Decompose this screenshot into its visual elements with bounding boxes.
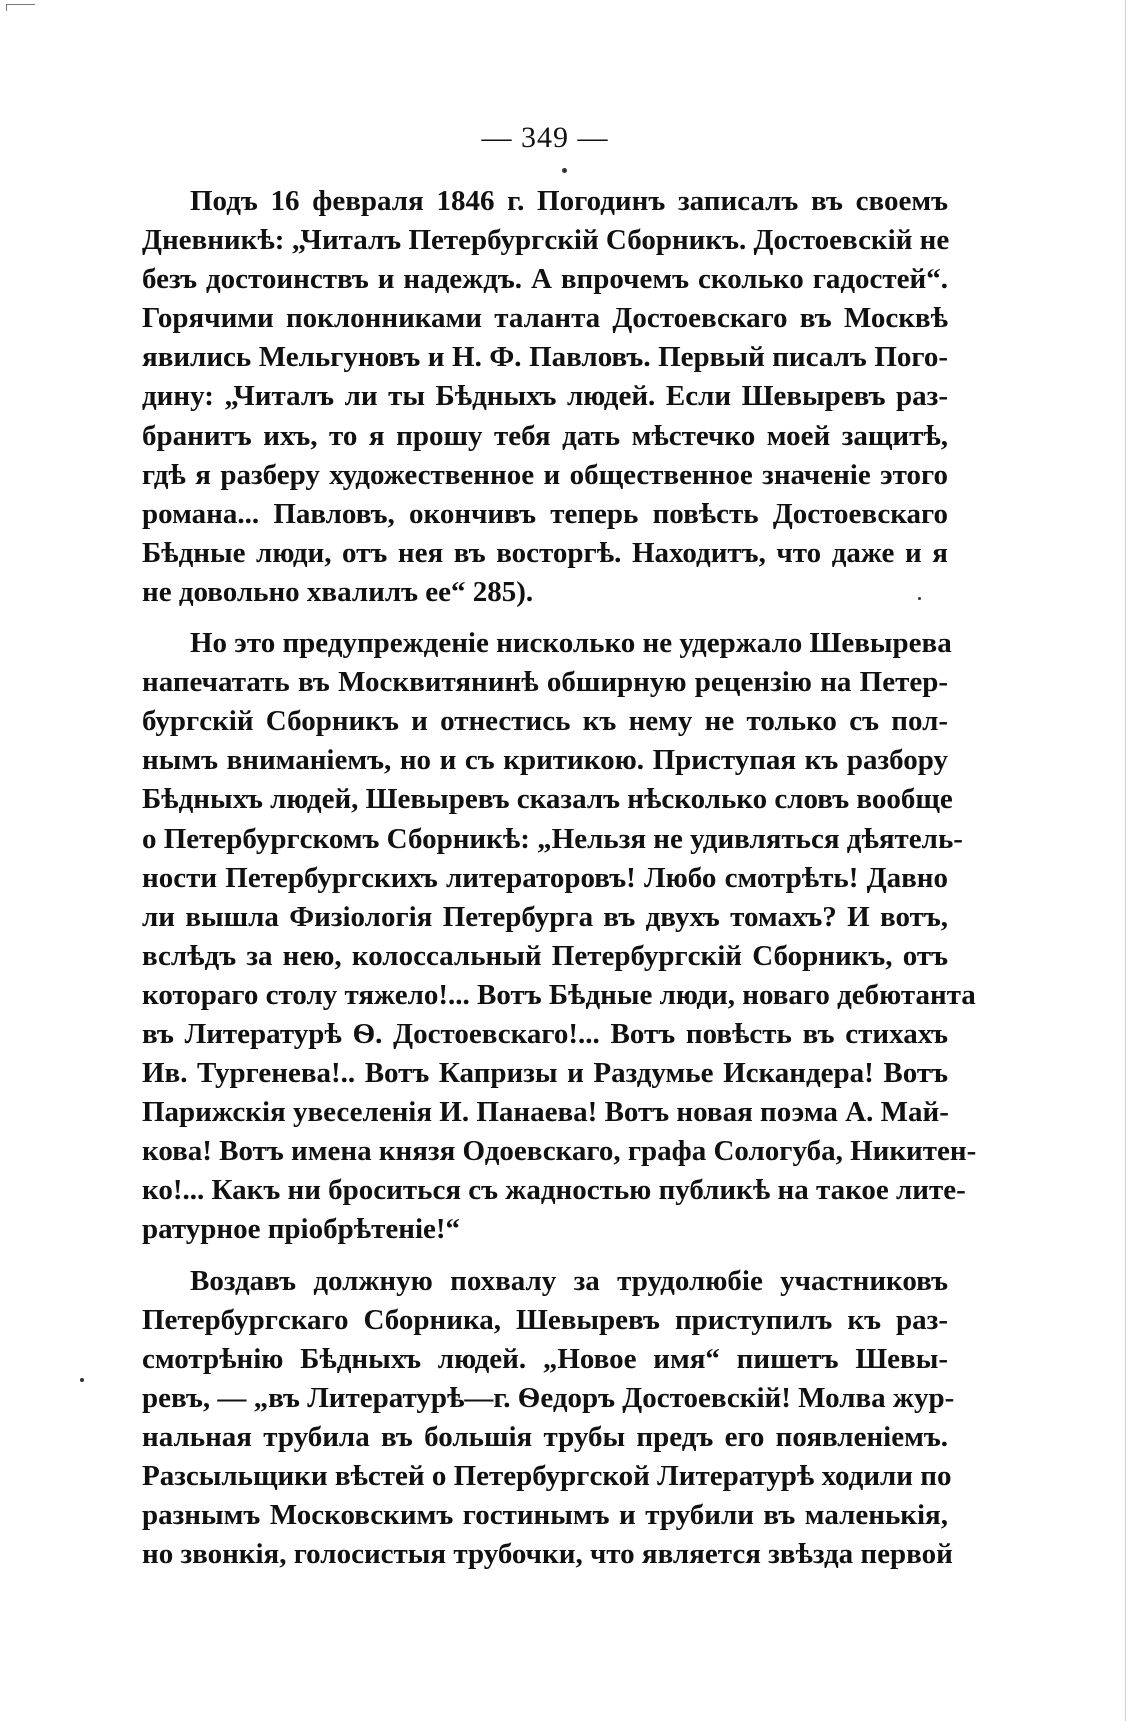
text-line: явились Мельгуновъ и Н. Ф. Павловъ. Первый писалъ Пого- (142, 341, 948, 374)
text-line: о Петербургскомъ Сборникѣ: „Нельзя не удивляться дѣятель- (142, 822, 963, 855)
page-number: — 349 — (481, 121, 609, 154)
print-speck (562, 168, 567, 173)
text-line: напечатать въ Москвитянинѣ обширную рецензію на Петер- (142, 666, 948, 699)
text-line: смотрѣнію Бѣдныхъ людей. „Новое имя“ пишетъ Шевы- (142, 1342, 948, 1375)
book-page (142, 120, 977, 1574)
text-line: Дневникѣ: „Читалъ Петербургскій Сборникъ. Достоевскій не (142, 224, 950, 257)
print-speck (918, 597, 921, 600)
paragraph-3 (142, 1262, 955, 1575)
text-line: нальная трубила въ большія трубы предъ его появленіемъ. (142, 1420, 948, 1453)
text-line: романа... Павловъ, окончивъ теперь повѣсть Достоевскаго (142, 497, 948, 530)
text-line: вслѣдъ за нею, колоссальный Петербургскій Сборникъ, отъ (142, 939, 948, 972)
scan-corner-mark (6, 4, 35, 11)
text-line: Петербургскаго Сборника, Шевыревъ приступилъ къ раз- (142, 1303, 948, 1336)
paragraph-1 (142, 182, 948, 612)
text-line: ратурное пріобрѣтеніе!“ (142, 1213, 461, 1246)
text-line: бранитъ ихъ, то я прошу тебя дать мѣстечко моей защитѣ, (142, 419, 948, 452)
text-line: Парижскія увеселенія И. Панаева! Вотъ новая поэма А. Май- (142, 1096, 949, 1129)
text-line: Подъ 16 февраля 1846 г. Погодинъ записалъ въ своемъ (190, 185, 948, 217)
text-line: нымъ вниманіемъ, но и съ критикою. Приступая къ разбору (142, 744, 948, 777)
text-line: безъ достоинствъ и надеждъ. А впрочемъ сколько гадостей“. (142, 263, 948, 296)
text-line: гдѣ я разберу художественное и общественное значеніе этого (142, 458, 948, 491)
text-line: Горячими поклонниками таланта Достоевскаго въ Москвѣ (142, 302, 948, 335)
text-line: дину: „Читалъ ли ты Бѣдныхъ людей. Если Шевыревъ раз- (142, 380, 948, 413)
text-line: Но это предупрежденіе нисколько не удержало Шевырева (190, 627, 952, 660)
scan-edge-rule (1125, 0, 1126, 1721)
text-line: но звонкія, голосистыя трубочки, что является звѣзда первой (142, 1538, 953, 1571)
text-line: Разсыльщики вѣстей о Петербургской Литературѣ ходили по (142, 1460, 952, 1492)
paragraph-2 (142, 624, 977, 1250)
text-line: разнымъ Московскимъ гостинымъ и трубили въ маленькія, (142, 1499, 948, 1532)
text-line: бургскій Сборникъ и отнестись къ нему не только съ пол- (142, 705, 948, 738)
text-line: Ив. Тургенева!.. Вотъ Капризы и Раздумье Искандера! Вотъ (142, 1057, 948, 1090)
text-line: не довольно хвалилъ ее“ 285). (142, 575, 534, 608)
text-line: Бѣдныхъ людей, Шевыревъ сказалъ нѣсколько словъ вообще (142, 783, 953, 816)
text-line: ко!... Какъ ни броситься съ жадностью публикѣ на такое лите- (142, 1174, 966, 1207)
text-line: Бѣдные люди, отъ нея въ восторгѣ. Находитъ, что даже и я (142, 536, 948, 569)
text-line: ревъ, — „въ Литературѣ—г. Ѳедоръ Достоевскій! Молва жур- (142, 1381, 955, 1414)
text-line: котораго столу тяжело!... Вотъ Бѣдные люди, новаго дебютанта (142, 978, 976, 1011)
print-speck (80, 1378, 84, 1382)
text-line: ности Петербургскихъ литераторовъ! Любо смотрѣть! Давно (142, 861, 948, 894)
text-line: въ Литературѣ Ѳ. Достоевскаго!... Вотъ повѣсть въ стихахъ (142, 1017, 948, 1050)
text-line: кова! Вотъ имена князя Одоевскаго, графа Сологуба, Никитен- (142, 1135, 977, 1168)
text-line: Воздавъ должную похвалу за трудолюбіе участниковъ (190, 1264, 948, 1297)
text-line: ли вышла Физіологія Петербурга въ двухъ томахъ? И вотъ, (142, 900, 948, 933)
